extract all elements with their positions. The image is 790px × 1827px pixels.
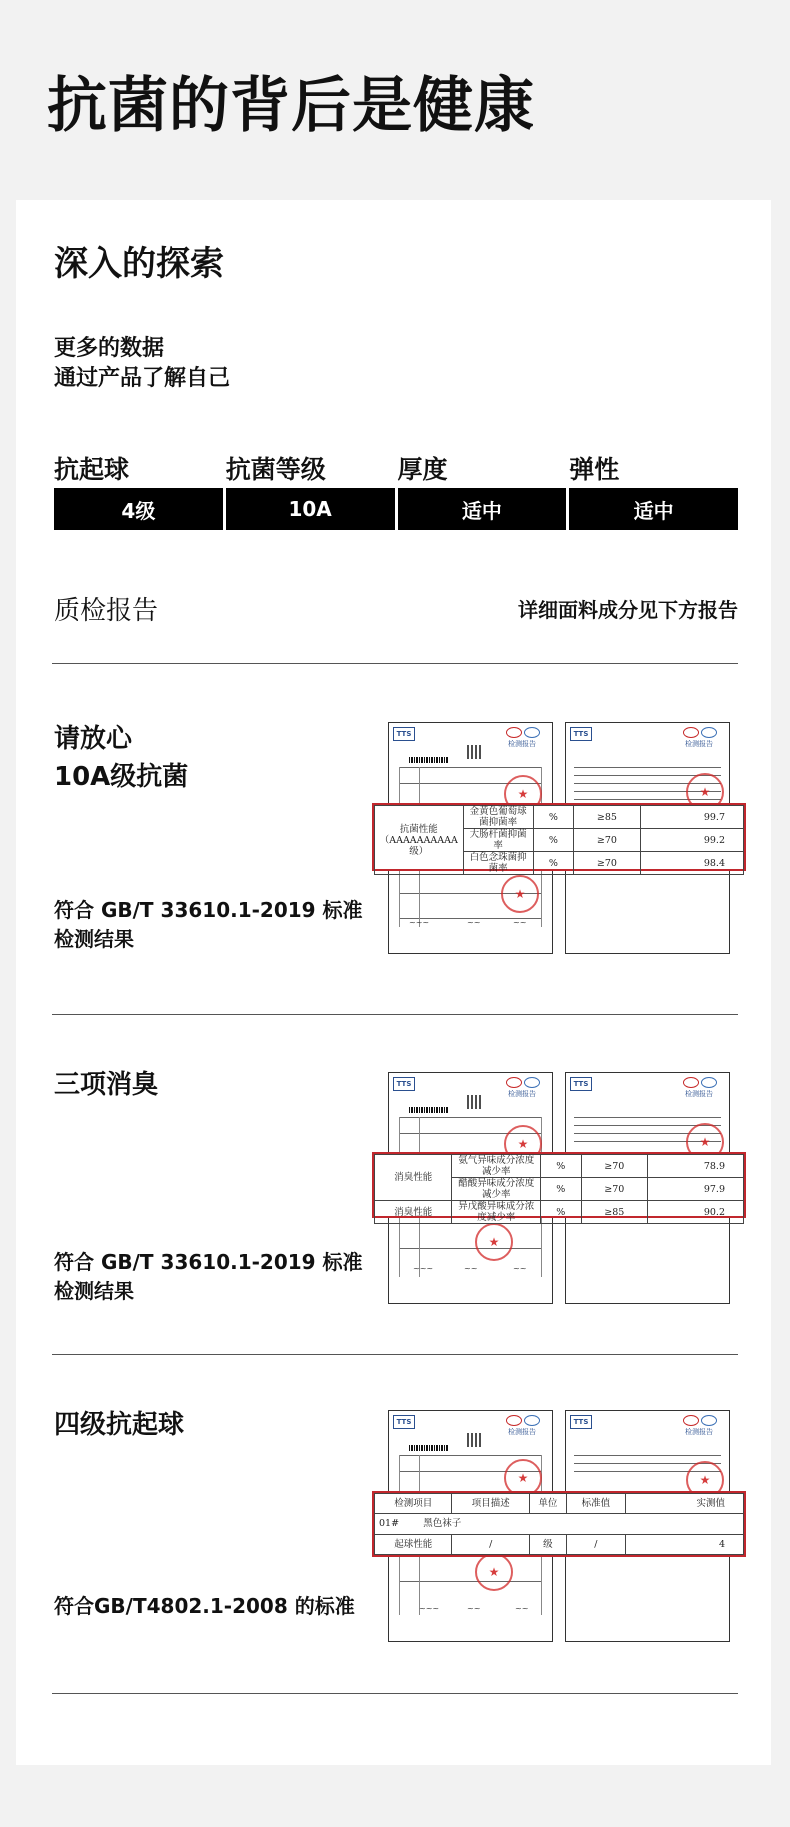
table-cell: 大肠杆菌抑菌率 — [463, 829, 533, 852]
signature-mark: ~~ — [515, 1604, 529, 1613]
doc-line — [399, 1581, 542, 1582]
divider — [52, 663, 738, 664]
ilac-badge-icon — [524, 1415, 540, 1426]
content-card — [16, 200, 771, 1765]
deodorant-result-table — [372, 1152, 746, 1223]
tts-logo: TTS — [393, 727, 415, 741]
table-cell: ≥85 — [574, 806, 640, 829]
signature-mark: ~~ — [464, 1264, 478, 1273]
spec-value: 10A — [226, 488, 395, 530]
qr-code-icon — [467, 745, 481, 759]
doc-line — [399, 1117, 542, 1118]
table-cell: % — [533, 806, 574, 829]
red-stamp-icon: ★ — [475, 1553, 513, 1591]
signature-mark: ~~~ — [419, 1604, 440, 1613]
cma-badge-icon — [506, 1077, 522, 1088]
table-header: 实测值 — [625, 1494, 743, 1514]
block-standard — [54, 1592, 355, 1621]
table-cell: 99.7 — [640, 806, 743, 829]
sample-name: 黑色袜子 — [423, 1518, 462, 1530]
divider — [52, 1354, 738, 1355]
doc-line — [574, 767, 721, 768]
subtitle-line-2: 通过产品了解自己 — [54, 366, 231, 391]
report-title: 质检报告 — [54, 596, 159, 626]
spec-label: 厚度 — [397, 455, 448, 484]
doc-line — [399, 1455, 542, 1456]
doc-title: 检测报告 — [685, 1428, 713, 1436]
spec-value: 适中 — [398, 488, 567, 530]
signature-mark: ~~~ — [413, 1264, 434, 1273]
spec-thickness — [398, 450, 567, 530]
red-stamp-icon: ★ — [501, 875, 539, 913]
table-cell: 金黄色葡萄球菌抑菌率 — [463, 806, 533, 829]
tts-logo: TTS — [570, 1077, 592, 1091]
cma-badge-icon — [506, 1415, 522, 1426]
table-cell: ≥70 — [581, 1155, 647, 1178]
table-group-sub: （AAAAAAAAAA级） — [379, 834, 458, 857]
block-heading-line: 四级抗起球 — [54, 1410, 185, 1440]
table-cell: 起球性能 — [375, 1534, 452, 1554]
table-cell: 98.4 — [640, 852, 743, 875]
table-group-cell: 消臭性能 — [375, 1155, 452, 1201]
red-stamp-icon: ★ — [686, 1123, 724, 1161]
signature-mark: ~~ — [467, 918, 481, 927]
sample-id: 01# — [379, 1518, 400, 1530]
table-cell: 4 — [625, 1534, 743, 1554]
doc-title: 检测报告 — [508, 740, 536, 748]
doc-title: 检测报告 — [685, 1090, 713, 1098]
table-cell: 97.9 — [648, 1178, 744, 1201]
table-cell: / — [452, 1534, 529, 1554]
ilac-badge-icon — [524, 727, 540, 738]
table-cell: ≥70 — [574, 852, 640, 875]
table-cell: 99.2 — [640, 829, 743, 852]
divider — [52, 1693, 738, 1694]
table-cell: / — [566, 1534, 625, 1554]
table-cell: % — [541, 1201, 582, 1224]
ilac-badge-icon — [701, 1077, 717, 1088]
signature-mark: ~~~ — [409, 918, 430, 927]
table-cell: 90.2 — [648, 1201, 744, 1224]
doc-title: 检测报告 — [685, 740, 713, 748]
doc-title: 检测报告 — [508, 1090, 536, 1098]
cma-badge-icon — [683, 1415, 699, 1426]
doc-line — [399, 767, 542, 768]
pilling-result-table — [372, 1491, 746, 1557]
red-stamp-icon: ★ — [686, 773, 724, 811]
tts-logo: TTS — [393, 1415, 415, 1429]
block-heading-line: 三项消臭 — [54, 1070, 159, 1100]
section-title: 深入的探索 — [54, 244, 224, 284]
table-group-cell: 消臭性能 — [375, 1201, 452, 1224]
standard-line: 检测结果 — [54, 927, 134, 951]
table-cell: % — [541, 1155, 582, 1178]
block-heading-line: 请放心 — [54, 724, 133, 754]
table-cell: % — [533, 852, 574, 875]
table-header: 项目描述 — [452, 1494, 529, 1514]
doc-title: 检测报告 — [508, 1428, 536, 1436]
doc-line — [399, 1248, 542, 1249]
cma-badge-icon — [683, 727, 699, 738]
subtitle — [54, 334, 230, 394]
signature-mark: ~~ — [513, 918, 527, 927]
table-cell: ≥85 — [581, 1201, 647, 1224]
spec-value: 4级 — [54, 488, 223, 530]
table-cell: ≥70 — [574, 829, 640, 852]
spec-elasticity — [569, 450, 738, 530]
standard-line: 检测结果 — [54, 1279, 134, 1303]
block-heading-line: 10A级抗菌 — [54, 762, 189, 792]
cma-badge-icon — [683, 1077, 699, 1088]
spec-label: 抗菌等级 — [225, 455, 326, 484]
qr-code-icon — [467, 1433, 481, 1447]
block-standard — [54, 896, 363, 954]
standard-line: 符合 GB/T 33610.1-2019 标准 — [54, 898, 363, 922]
cma-badge-icon — [506, 727, 522, 738]
table-cell: 白色念珠菌抑菌率 — [463, 852, 533, 875]
report-header — [54, 590, 738, 627]
tts-logo: TTS — [570, 1415, 592, 1429]
ilac-badge-icon — [701, 727, 717, 738]
table-cell: % — [533, 829, 574, 852]
spec-grid — [54, 450, 738, 530]
table-header: 单位 — [529, 1494, 566, 1514]
table-sample-row — [375, 1514, 744, 1534]
barcode-icon — [409, 1445, 449, 1451]
signature-mark: ~~ — [513, 1264, 527, 1273]
table-cell: ≥70 — [581, 1178, 647, 1201]
table-group-label: 抗菌性能 — [399, 823, 438, 835]
ilac-badge-icon — [701, 1415, 717, 1426]
qr-code-icon — [467, 1095, 481, 1109]
barcode-icon — [409, 757, 449, 763]
tts-logo: TTS — [570, 727, 592, 741]
red-stamp-icon: ★ — [686, 1461, 724, 1499]
table-header: 检测项目 — [375, 1494, 452, 1514]
standard-line: 符合 GB/T 33610.1-2019 标准 — [54, 1250, 363, 1274]
main-title: 抗菌的背后是健康 — [47, 71, 535, 141]
spec-value: 适中 — [569, 488, 738, 530]
ilac-badge-icon — [524, 1077, 540, 1088]
spec-label: 弹性 — [569, 455, 620, 484]
red-stamp-icon: ★ — [504, 775, 542, 813]
table-cell: 氨气异味成分浓度减少率 — [452, 1155, 541, 1178]
table-cell: % — [541, 1178, 582, 1201]
table-header: 标准值 — [566, 1494, 625, 1514]
red-stamp-icon: ★ — [475, 1223, 513, 1261]
table-cell: 级 — [529, 1534, 566, 1554]
barcode-icon — [409, 1107, 449, 1113]
tts-logo: TTS — [393, 1077, 415, 1091]
standard-line: 符合GB/T4802.1-2008 的标准 — [54, 1594, 355, 1618]
signature-mark: ~~ — [467, 1604, 481, 1613]
divider — [52, 1014, 738, 1015]
red-stamp-icon: ★ — [504, 1125, 542, 1163]
table-cell: 异戊酸异味成分浓度减少率 — [452, 1201, 541, 1224]
spec-antibacterial — [226, 450, 395, 530]
spec-label: 抗起球 — [54, 455, 130, 484]
doc-line — [574, 1117, 721, 1118]
subtitle-line-1: 更多的数据 — [54, 336, 165, 361]
table-cell: 醋酸异味成分浓度减少率 — [452, 1178, 541, 1201]
report-note: 详细面料成分见下方报告 — [518, 598, 738, 622]
table-group-cell — [375, 806, 464, 875]
doc-line — [574, 1455, 721, 1456]
antibacterial-result-table — [372, 803, 746, 874]
table-cell: 78.9 — [648, 1155, 744, 1178]
block-standard — [54, 1248, 363, 1306]
red-stamp-icon: ★ — [504, 1459, 542, 1497]
spec-pilling — [54, 450, 223, 530]
